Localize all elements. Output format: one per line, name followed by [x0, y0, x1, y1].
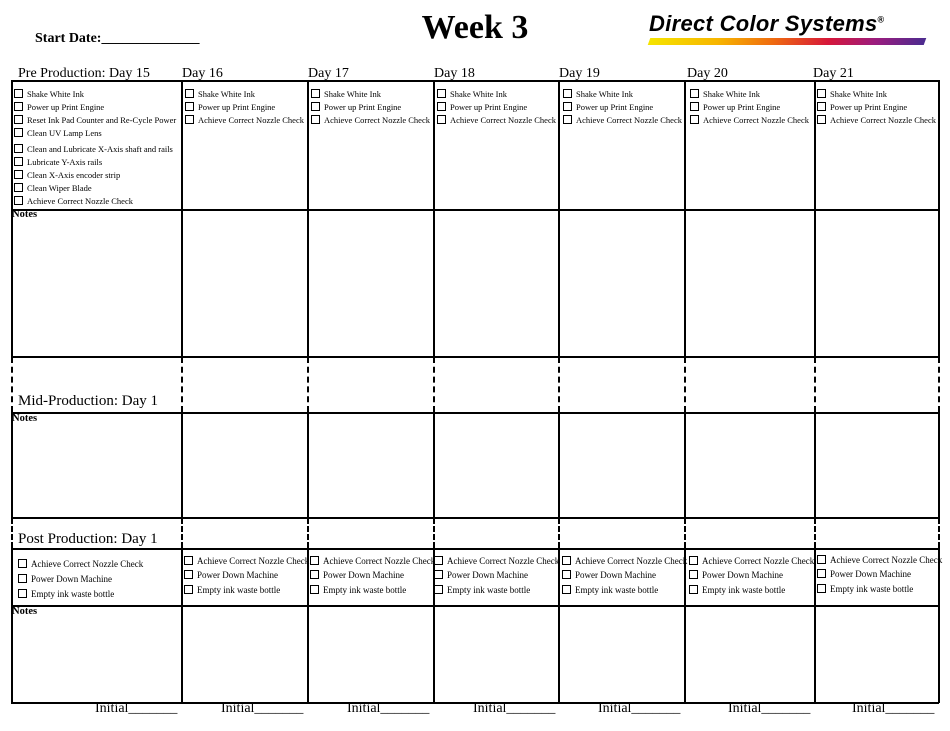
checklist-item[interactable]: Empty ink waste bottle — [184, 583, 280, 598]
checkbox-icon[interactable] — [18, 589, 27, 598]
checkbox-icon[interactable] — [563, 102, 572, 111]
day-label-15: Pre Production: Day 15 — [18, 66, 150, 81]
checkbox-icon[interactable] — [563, 89, 572, 98]
initial-field-day21[interactable]: Initial_______ — [852, 701, 935, 716]
checklist-item[interactable]: Empty ink waste bottle — [689, 583, 785, 598]
checkbox-icon[interactable] — [185, 102, 194, 111]
checkbox-icon[interactable] — [437, 102, 446, 111]
checkbox-icon[interactable] — [311, 115, 320, 124]
checklist-item[interactable]: Achieve Correct Nozzle Check — [689, 554, 814, 569]
checkbox-icon[interactable] — [14, 170, 23, 179]
checklist-item[interactable]: Achieve Correct Nozzle Check — [817, 553, 942, 568]
checklist-item[interactable]: Shake White Ink — [185, 88, 255, 101]
initial-field-day19[interactable]: Initial_______ — [598, 701, 681, 716]
checkbox-icon[interactable] — [14, 89, 23, 98]
checkbox-icon[interactable] — [562, 585, 571, 594]
mid-notes-label: Notes — [12, 413, 38, 424]
checklist-item[interactable]: Achieve Correct Nozzle Check — [184, 554, 309, 569]
checklist-item[interactable]: Power Down Machine — [18, 572, 112, 587]
checklist-item[interactable]: Achieve Correct Nozzle Check — [690, 114, 809, 127]
logo-wordmark: Direct Color Systems® — [649, 11, 885, 36]
logo-color-bar — [648, 38, 927, 45]
checkbox-icon[interactable] — [185, 115, 194, 124]
checklist-item[interactable]: Power up Print Engine — [311, 101, 401, 114]
checklist-item[interactable]: Power Down Machine — [817, 567, 911, 582]
day-label-21: Day 21 — [813, 66, 854, 81]
checklist-item[interactable]: Power Down Machine — [689, 568, 783, 583]
checkbox-icon[interactable] — [14, 128, 23, 137]
checklist-item[interactable]: Achieve Correct Nozzle Check — [310, 554, 435, 569]
checklist-item[interactable]: Achieve Correct Nozzle Check — [817, 114, 936, 127]
checklist-item[interactable]: Empty ink waste bottle — [817, 582, 913, 597]
checkbox-icon[interactable] — [18, 574, 27, 583]
checklist-item[interactable]: Clean X-Axis encoder strip — [14, 169, 120, 182]
checkbox-icon[interactable] — [184, 570, 193, 579]
page-title: Week 3 — [421, 9, 529, 46]
checklist-item[interactable]: Power up Print Engine — [563, 101, 653, 114]
checklist-item[interactable]: Empty ink waste bottle — [310, 583, 406, 598]
checkbox-icon[interactable] — [434, 570, 443, 579]
checkbox-icon[interactable] — [311, 102, 320, 111]
checklist-item[interactable]: Power Down Machine — [184, 568, 278, 583]
checklist-item[interactable]: Power Down Machine — [562, 568, 656, 583]
checklist-item[interactable]: Shake White Ink — [14, 88, 84, 101]
checkbox-icon[interactable] — [434, 585, 443, 594]
checklist-item[interactable]: Shake White Ink — [817, 88, 887, 101]
checklist-item[interactable]: Achieve Correct Nozzle Check — [434, 554, 559, 569]
checkbox-icon[interactable] — [817, 555, 826, 564]
direct-color-systems-logo — [647, 11, 927, 47]
checklist-item[interactable]: Achieve Correct Nozzle Check — [18, 557, 143, 572]
day-label-18: Day 18 — [434, 66, 475, 81]
day-label-16: Day 16 — [182, 66, 223, 81]
checkbox-icon[interactable] — [817, 89, 826, 98]
checklist-item[interactable]: Shake White Ink — [690, 88, 760, 101]
checkbox-icon[interactable] — [310, 585, 319, 594]
checkbox-icon[interactable] — [562, 556, 571, 565]
checklist-item[interactable]: Achieve Correct Nozzle Check — [185, 114, 304, 127]
checkbox-icon[interactable] — [310, 556, 319, 565]
checklist-item[interactable]: Empty ink waste bottle — [562, 583, 658, 598]
checklist-item[interactable]: Achieve Correct Nozzle Check — [14, 195, 133, 208]
checkbox-icon[interactable] — [18, 559, 27, 568]
checkbox-icon[interactable] — [14, 144, 23, 153]
checkbox-icon[interactable] — [14, 183, 23, 192]
checkbox-icon[interactable] — [689, 570, 698, 579]
checklist-item[interactable]: Shake White Ink — [437, 88, 507, 101]
checkbox-icon[interactable] — [690, 115, 699, 124]
checklist-item[interactable]: Power up Print Engine — [690, 101, 780, 114]
checklist-item[interactable]: Empty ink waste bottle — [18, 587, 114, 602]
checkbox-icon[interactable] — [563, 115, 572, 124]
checklist-item[interactable]: Power up Print Engine — [14, 101, 104, 114]
checklist-item[interactable]: Achieve Correct Nozzle Check — [563, 114, 682, 127]
checkbox-icon[interactable] — [437, 115, 446, 124]
initial-field-day18[interactable]: Initial_______ — [473, 701, 556, 716]
start-date-label: Start Date:______________ — [35, 31, 200, 46]
checkbox-icon[interactable] — [817, 115, 826, 124]
checkbox-icon[interactable] — [14, 196, 23, 205]
checklist-item[interactable]: Power up Print Engine — [817, 101, 907, 114]
checkbox-icon[interactable] — [184, 556, 193, 565]
checklist-item[interactable]: Clean Wiper Blade — [14, 182, 92, 195]
checklist-item[interactable]: Clean and Lubricate X-Axis shaft and rails — [14, 143, 173, 156]
checklist-item[interactable]: Reset Ink Pad Counter and Re-Cycle Power — [14, 114, 176, 127]
checklist-item[interactable]: Lubricate Y-Axis rails — [14, 156, 102, 169]
checklist-item[interactable]: Shake White Ink — [563, 88, 633, 101]
mid-production-label: Mid-Production: Day 1 — [18, 393, 158, 409]
checkbox-icon[interactable] — [311, 89, 320, 98]
checkbox-icon[interactable] — [185, 89, 194, 98]
day-label-17: Day 17 — [308, 66, 349, 81]
checkbox-icon[interactable] — [690, 102, 699, 111]
checkbox-icon[interactable] — [690, 89, 699, 98]
checklist-item[interactable]: Clean UV Lamp Lens — [14, 127, 102, 140]
post-notes-label: Notes — [12, 606, 38, 617]
checklist-item[interactable]: Empty ink waste bottle — [434, 583, 530, 598]
checklist-item[interactable]: Shake White Ink — [311, 88, 381, 101]
initial-field-day17[interactable]: Initial_______ — [347, 701, 430, 716]
checkbox-icon[interactable] — [434, 556, 443, 565]
checklist-item[interactable]: Achieve Correct Nozzle Check — [437, 114, 556, 127]
checklist-item[interactable]: Power up Print Engine — [185, 101, 275, 114]
checklist-item[interactable]: Achieve Correct Nozzle Check — [311, 114, 430, 127]
checkbox-icon[interactable] — [562, 570, 571, 579]
initial-field-day16[interactable]: Initial_______ — [221, 701, 304, 716]
checkbox-icon[interactable] — [310, 570, 319, 579]
checklist-item[interactable]: Power up Print Engine — [437, 101, 527, 114]
checkbox-icon[interactable] — [14, 157, 23, 166]
checkbox-icon[interactable] — [817, 569, 826, 578]
checklist-item[interactable]: Achieve Correct Nozzle Check — [562, 554, 687, 569]
day-label-20: Day 20 — [687, 66, 728, 81]
checkbox-icon[interactable] — [14, 102, 23, 111]
checkbox-icon[interactable] — [437, 89, 446, 98]
checklist-item[interactable]: Power Down Machine — [310, 568, 404, 583]
day-label-19: Day 19 — [559, 66, 600, 81]
checkbox-icon[interactable] — [817, 102, 826, 111]
initial-field-day15[interactable]: Initial_______ — [95, 701, 178, 716]
post-production-label: Post Production: Day 1 — [18, 531, 158, 547]
checkbox-icon[interactable] — [817, 584, 826, 593]
checkbox-icon[interactable] — [689, 585, 698, 594]
pre-notes-label: Notes — [12, 209, 38, 220]
checkbox-icon[interactable] — [184, 585, 193, 594]
checkbox-icon[interactable] — [14, 115, 23, 124]
checkbox-icon[interactable] — [689, 556, 698, 565]
initial-field-day20[interactable]: Initial_______ — [728, 701, 811, 716]
checklist-item[interactable]: Power Down Machine — [434, 568, 528, 583]
